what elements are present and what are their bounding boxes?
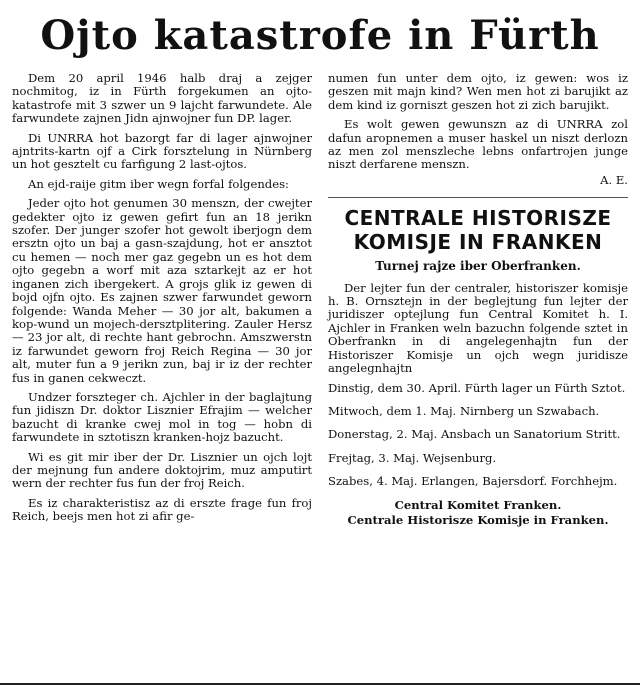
commission-headline — [328, 206, 628, 254]
schedule-places: Fürth lager un Fürth Sztot. — [464, 380, 626, 395]
article-paragraph: An ejd-raije gitm iber wegn forfal folgendes: — [28, 176, 289, 191]
schedule-day: Szabes, 4. Maj. — [328, 474, 418, 489]
article-paragraph: Jeder ojto hot genumen 30 menszn, der cwejter gedekter ojto iz gewen gefirt fun an 18 jerikn szofer. Der junger szofer hot gewolt iberjogn dem ersztn ojto un baj a gasn-szajdung, hot er ansztot cu hemen — noch mer gaz gegebn un es hot dem ojto gegebn a worf mit aza sztarkejt az er hot inganen zich ibergekert. A grojs glik iz gewen di bojd ojfn ojto. Es zajnen szwer farwundet geworn folgende: Wanda Meher — 30 jor alt, bakumen a kop-wund un mojech-dersztplitering. Zauler Hersz — 23 jor alt, di rechte hant gebrochn. Amszwerstn iz farwundet geworn froj Reich Regina — 30 jor alt, muter fun a 9 jerikn zun, baj ir iz der rechter fus in ganen cekweczt. — [12, 196, 312, 385]
article-paragraph: Undzer forszteger ch. Ajchler in der baglajtung fun jidiszn Dr. doktor Lisznier Efrajim — welcher bazucht di kranke cwej mol in tog — hobn di farwundete in sztotiszn kranken-hojz bazucht. — [12, 389, 312, 445]
section-divider — [328, 197, 628, 198]
bottom-rule — [0, 683, 640, 685]
footer-line1: Central Komitet Franken. — [394, 497, 562, 512]
article-paragraph: Di UNRRA hot bazorgt far di lager ajnwojner ajntrits-kartn ojf a Cirk forsztelung in Nürnberg un hot gesztelt cu farfigung 2 last-ojtos. — [12, 130, 312, 172]
schedule-day: Donerstag, 2. Maj. — [328, 427, 438, 442]
schedule-item — [328, 475, 628, 488]
schedule-day: Frejtag, 3. Maj. — [328, 450, 420, 465]
commission-subheading: Turnej rajze iber Oberfranken. — [375, 259, 581, 274]
commission-headline-line2: KOMISJE IN FRANKEN — [353, 230, 603, 255]
commission-headline-line1: CENTRALE HISTORISZE — [344, 206, 612, 231]
schedule-day: Mitwoch, dem 1. Maj. — [328, 403, 457, 418]
article-paragraph: Wi es git mir iber der Dr. Lisznier un ojch lojt der mejnung fun andere doktojrim, muz amputirt wern der rechter fus fun der froj Reich. — [12, 449, 312, 491]
schedule-places: Wejsenburg. — [422, 450, 497, 465]
article-paragraph: numen fun unter dem ojto, iz gewen: wos iz geszen mit majn kind? Wen men hot zi barujikt az dem kind iz gorniszt geszen hot zi zich barujikt. — [328, 71, 628, 112]
schedule-places: Nirnberg un Szwabach. — [459, 403, 600, 418]
article-paragraph: Es wolt gewen gewunszn az di UNRRA zol dafun aropnemen a muser haskel un niszt derlozn az men zol menszleche lebns onfartrojen junge niszt derfarene menszn. — [328, 117, 628, 172]
right-column — [328, 72, 628, 530]
columns — [12, 72, 628, 530]
schedule-day: Dinstig, dem 30. April. — [328, 380, 462, 395]
article-paragraph: Es iz charakteristisz az di erszte frage fun froj Reich, beejs men hot zi afir ge- — [12, 495, 312, 524]
headline: Ojto katastrofe in Fürth — [40, 12, 600, 59]
schedule-item — [328, 382, 628, 395]
commission-footer — [328, 499, 628, 528]
schedule-item — [328, 428, 628, 441]
schedule-places: Erlangen, Bajersdorf. Forchhejm. — [421, 474, 618, 489]
article-signature: A. E. — [600, 172, 628, 187]
schedule-item — [328, 405, 628, 418]
footer-line2: Centrale Historisze Komisje in Franken. — [347, 512, 609, 527]
commission-intro: Der lejter fun der centraler, historiszer komisje h. B. Ornsztejn in der beglejtung fun lejter der juridiszer optejlung fun Central Komitet h. I. Ajchler in Franken weln bazuchn folgende sztet in Oberfrankn in di angelegenhajtn fun der Historiszer Komisje un ojch wegn juridisze angelegnhajtn — [328, 280, 628, 376]
schedule-list — [328, 382, 628, 489]
schedule-item — [328, 452, 628, 465]
left-column — [12, 72, 312, 530]
article-paragraph: Dem 20 april 1946 halb draj a zejger nochmitog, iz in Fürth forgekumen an ojto-katastrofe mit 3 szwer un 9 lajcht farwundete. Ale farwundete zajnen Jidn ajnwojner fun DP. lager. — [12, 71, 312, 126]
schedule-places: Ansbach un Sanatorium Stritt. — [440, 427, 621, 442]
